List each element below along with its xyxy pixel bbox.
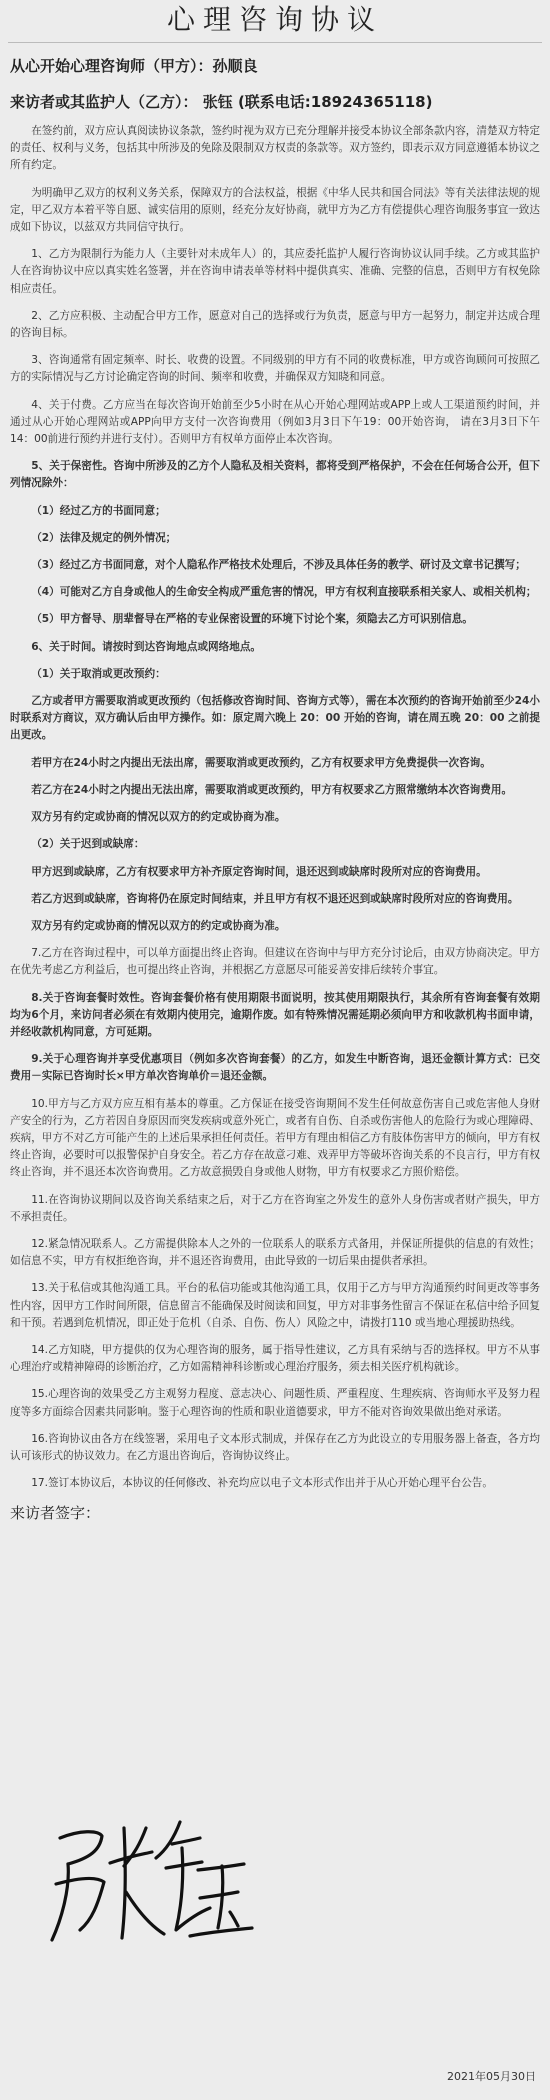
clause-paragraph: （2）法律及规定的例外情况； xyxy=(31,531,177,544)
signature-label: 来访者签字： xyxy=(10,1504,101,1523)
handwritten-signature xyxy=(40,1808,260,1953)
clause-paragraph: 15.心理咨询的效果受乙方主观努力程度、意志决心、问题性质、严重程度、生理疾病、咨询师水平及努力程度等多方面综合因素共同影响。鉴于心理咨询的性质和职业道德要求，甲方不能对咨询效果做出绝对承诺。 xyxy=(10,1388,540,1418)
clause-paragraph: 17.签订本协议后，本协议的任何修改、补充均应以电子文本形式作出并于从心开始心理平台公告。 xyxy=(31,1477,493,1490)
clause-paragraph: （1）关于取消或更改预约： xyxy=(31,667,166,680)
clause-paragraph: 6、关于时间。请按时到达咨询地点或网络地点。 xyxy=(31,640,262,653)
clause-paragraph: 若乙方迟到或缺席，咨询将仍在原定时间结束，并且甲方有权不退还迟到或缺席时段所对应的咨询费用。 xyxy=(31,892,519,905)
clause-paragraph: 若甲方在24小时之内提出无法出席，需要取消或更改预约，乙方有权要求甲方免费提供一次咨询。 xyxy=(31,756,491,769)
clause-paragraph: 4、关于付费。乙方应当在每次咨询开始前至少5小时在从心开始心理网站或APP上或人工渠道预约时间，并通过从心开始心理网站或APP向甲方支付一次咨询费用（例如3月3日下午19：00开始咨询， 请在3月3日下午14：00前进行预约并进行支付）。否则甲方有权单方面停止本次咨询。 xyxy=(10,398,540,446)
clause-paragraph: 16.咨询协议由各方在线签署，采用电子文本形式制成，并保存在乙方为此设立的专用服务器上备查，各方均认可该形式的协议效力。在乙方退出咨询后，咨询协议终止。 xyxy=(10,1432,540,1462)
clause-paragraph: （5）甲方督导、朋辈督导在严格的专业保密设置的环境下讨论个案，须隐去乙方可识别信息。 xyxy=(31,613,473,626)
clause-paragraph: 14.乙方知晓，甲方提供的仅为心理咨询的服务，属于指导性建议，乙方具有采纳与否的选择权。甲方不从事心理治疗或精神障碍的诊断治疗，乙方如需精神科诊断或心理治疗服务，须去相关医疗机构就诊。 xyxy=(10,1343,540,1374)
clause-paragraph: 若乙方在24小时之内提出无法出席，需要取消或更改预约，甲方有权要求乙方照常缴纳本次咨询费用。 xyxy=(31,783,513,796)
clause-paragraph: 双方另有约定或协商的情况以双方的约定或协商为准。 xyxy=(31,811,286,824)
clause-paragraph: 13.关于私信或其他沟通工具。平台的私信功能或其他沟通工具，仅用于乙方与甲方沟通预约时间更改等事务性内容，因甲方工作时间所限，信息留言不能确保及时阅读和回复，甲方对非事务性留言不保证在私信中给予回复和干预。若遇到危机情况，即正处于危机（自杀、自伤、伤人）风险之中，请拨打110 或当地心理援助热线。 xyxy=(10,1282,540,1329)
clause-paragraph: 在签约前，双方应认真阅读协议条款，签约时视为双方已充分理解并接受本协议全部条款内容，清楚双方特定的责任、权利与义务，包括其中所涉及的免除及限制双方权责的条款等。双方签约，即表示双方同意遵循本协议之所有约定。 xyxy=(10,125,540,172)
clause-paragraph: 10.甲方与乙方双方应互相有基本的尊重。乙方保证在接受咨询期间不发生任何故意伤害自己或危害他人身财产安全的行为，乙方若因自身原因而突发疾病或意外死亡，或者有自伤、自杀或伤害他人的危险行为或心理障碍、疾病，甲方不对乙方可能产生的上述后果承担任何责任。若甲方有理由相信乙方有肢体伤害甲方的倾向，甲方有权终止咨询，必要时可以报警保护自身安全。若乙方存在故意刁难、戏弄甲方等破坏咨询关系的不良言行，甲方有权终止咨询，并不退还本次咨询费用。乙方故意损毁自身或他人财物，甲方有权要求乙方照价赔偿。 xyxy=(10,1097,540,1179)
clause-paragraph: （1）经过乙方的书面同意； xyxy=(31,504,166,517)
clause-paragraph: （3）经过乙方书面同意，对个人隐私作严格技术处理后，不涉及具体任务的教学、研讨及文章书记撰写； xyxy=(31,559,526,572)
clause-paragraph: （2）关于迟到或缺席： xyxy=(31,838,145,851)
party-a-line: 从心开始心理咨询师（甲方）：孙顺良 xyxy=(10,57,258,75)
party-b-line: 来访者或其监护人（乙方）： 张钰 (联系电话:18924365118) xyxy=(10,93,433,111)
clause-paragraph: 2、乙方应积极、主动配合甲方工作，愿意对自己的选择或行为负责，愿意与甲方一起努力，制定并达成合理的咨询目标。 xyxy=(10,309,540,340)
clause-paragraph: 7.乙方在咨询过程中，可以单方面提出终止咨询。但建议在咨询中与甲方充分讨论后，由双方协商决定。甲方在优先考虑乙方利益后，也可提出终止咨询，并根据乙方意愿尽可能妥善安排后续转介事宜。 xyxy=(10,947,540,977)
clause-paragraph: 12.紧急情况联系人。乙方需提供除本人之外的一位联系人的联系方式备用，并保证所提供的信息的有效性；如信息不实，甲方有权拒绝咨询，并不退还咨询费用，由此导致的一切后果由提供者承担。 xyxy=(10,1237,540,1268)
clause-paragraph: 双方另有约定或协商的情况以双方的约定或协商为准。 xyxy=(31,919,286,932)
agreement-body xyxy=(0,123,550,1492)
clause-paragraph: 5、关于保密性。咨询中所涉及的乙方个人隐私及相关资料，都将受到严格保护，不会在任何场合公开，但下列情况除外： xyxy=(10,460,540,490)
clause-paragraph: 1、乙方为限制行为能力人（主要针对未成年人）的，其应委托监护人履行咨询协议认同手续。乙方或其监护人在咨询协议中应以真实姓名签署，并在咨询申请表单等材料中提供真实、准确、完整的信息，否则甲方有权免除相应责任。 xyxy=(10,248,540,295)
clause-paragraph: 乙方或者甲方需要取消或更改预约（包括修改咨询时间、咨询方式等），需在本次预约的咨询开始前至少24小时联系对方商议，双方确认后由甲方操作。如：原定周六晚上 20：00 开始的咨询，请在周五晚 20：00 之前提出更改。 xyxy=(10,695,540,742)
clause-paragraph: 甲方迟到或缺席，乙方有权要求甲方补齐原定咨询时间，退还迟到或缺席时段所对应的咨询费用。 xyxy=(31,865,487,878)
clause-paragraph: 9.关于心理咨询并享受优惠项目（例如多次咨询套餐）的乙方，如发生中断咨询，退还金额计算方式：已交费用－实际已咨询时长×甲方单次咨询单价＝退还金额。 xyxy=(10,1053,540,1083)
clause-paragraph: 8.关于咨询套餐时效性。咨询套餐价格有使用期限书面说明，按其使用期限执行，其余所有咨询套餐有效期均为6个月，来访问者必须在有效期内使用完，逾期作废。如有特殊情况需延期必须向甲方和收款机构书面申请，并经收款机构同意，方可延期。 xyxy=(10,991,540,1038)
signing-date: 2021年05月30日 xyxy=(447,2070,536,2083)
page-title: 心理咨询协议 xyxy=(8,0,542,43)
clause-paragraph: 为明确甲乙双方的权利义务关系，保障双方的合法权益，根据《中华人民共和国合同法》等有关法律法规的规定，甲乙双方本着平等自愿、诚实信用的原则，经充分友好协商，就甲方为乙方有偿提供心理咨询服务事宜一致达成如下协议，以兹双方共同信守执行。 xyxy=(10,186,540,234)
clause-paragraph: 3、咨询通常有固定频率、时长、收费的设置。不同级别的甲方有不同的收费标准，甲方或咨询顾问可按照乙方的实际情况与乙方讨论确定咨询的时间、频率和收费，并确保双方知晓和同意。 xyxy=(10,354,540,384)
clause-paragraph: （4）可能对乙方自身或他人的生命安全构成严重危害的情况，甲方有权利直接联系相关家人、或相关机构； xyxy=(31,586,537,599)
clause-paragraph: 11.在咨询协议期间以及咨询关系结束之后，对于乙方在咨询室之外发生的意外人身伤害或者财产损失，甲方不承担责任。 xyxy=(10,1193,540,1223)
